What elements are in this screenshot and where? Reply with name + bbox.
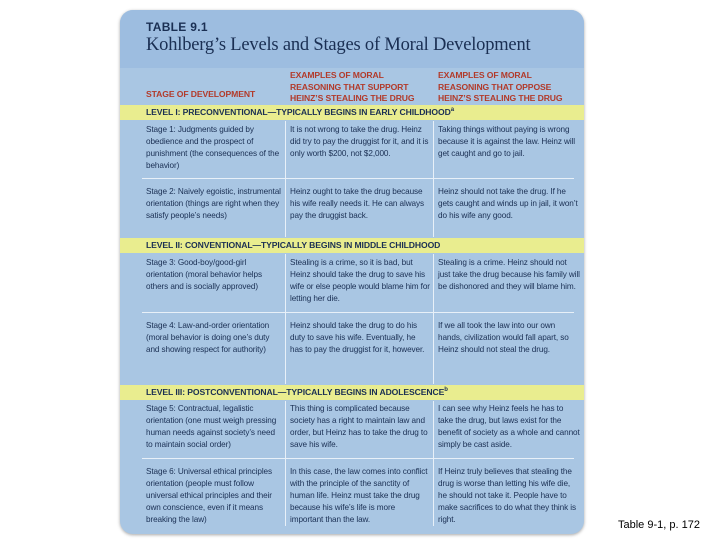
column-divider: [285, 121, 286, 237]
level-band-preconventional: [120, 105, 584, 120]
level-label-text: LEVEL I: PRECONVENTIONAL—TYPICALLY BEGINS IN EARLY CHILDHOOD: [146, 107, 451, 117]
stage-cell: Stage 6: Universal ethical principles orientation (people must follow universal ethical principles and their own conscience, even if it means breaking the law): [146, 467, 273, 524]
footnote-mark: a: [450, 107, 454, 114]
oppose-cell: Taking things without paying is wrong because it is against the law. Heinz will get caught and go to jail.: [438, 125, 575, 158]
row-divider: [142, 178, 574, 179]
table-number: TABLE 9.1: [146, 20, 208, 34]
column-divider: [285, 254, 286, 384]
oppose-cell: If Heinz truly believes that stealing the drug is worse than letting his wife die, he should not take it. People have to make sacrifices to do what they think is right.: [438, 467, 576, 524]
stage-cell: Stage 3: Good-boy/good-girl orientation (moral behavior helps others and is socially approved): [146, 258, 262, 291]
level-label: [146, 387, 448, 397]
column-divider: [433, 254, 434, 384]
oppose-cell: Heinz should not take the drug. If he gets caught and winds up in jail, it won’t do his wife any good.: [438, 187, 578, 220]
support-cell: Stealing is a crime, so it is bad, but Heinz should take the drug to save his wife or else people would blame him for letting her die.: [290, 258, 430, 303]
support-cell: Heinz ought to take the drug because his wife really needs it. He can always pay the druggist back.: [290, 187, 424, 220]
level-label-text: LEVEL III: POSTCONVENTIONAL—TYPICALLY BEGINS IN ADOLESCENCE: [146, 387, 445, 397]
stage-cell: Stage 4: Law-and-order orientation (moral behavior is doing one’s duty and showing respect for authority): [146, 321, 270, 354]
column-divider: [285, 401, 286, 526]
oppose-cell: Stealing is a crime. Heinz should not just take the drug because his family will be dishonored and they will blame him.: [438, 258, 580, 291]
table-title: Kohlberg’s Levels and Stages of Moral Development: [146, 35, 531, 55]
stage-cell: Stage 5: Contractual, legalistic orientation (one must weigh pressing human needs against society’s need to maintain social order): [146, 404, 277, 449]
oppose-cell: If we all took the law into our own hands, civilization would fall apart, so Heinz should not steal the drug.: [438, 321, 569, 354]
slide-caption: Table 9-1, p. 172: [618, 519, 700, 531]
column-divider: [433, 401, 434, 526]
column-header-stage: STAGE OF DEVELOPMENT: [146, 89, 256, 99]
support-cell: This thing is complicated because society has a right to maintain law and order, but Heinz has to take the drug to save his wife.: [290, 404, 428, 449]
table-card: [120, 10, 584, 534]
column-header-support: EXAMPLES OF MORAL REASONING THAT SUPPORT HEINZ’S STEALING THE DRUG: [290, 70, 415, 103]
stage-cell: Stage 2: Naively egoistic, instrumental orientation (things are right when they satisfy people’s needs): [146, 187, 281, 220]
level-band-conventional: [120, 238, 584, 253]
support-cell: In this case, the law comes into conflict with the principle of the sanctity of human life. Heinz must take the drug because his wife’s life is more important than the law.: [290, 467, 428, 524]
column-divider: [433, 121, 434, 237]
row-divider: [142, 458, 574, 459]
level-band-postconventional: [120, 385, 584, 400]
stage-cell: Stage 1: Judgments guided by obedience and the prospect of punishment (the consequences of the behavior): [146, 125, 280, 170]
level-label: LEVEL II: CONVENTIONAL—TYPICALLY BEGINS IN MIDDLE CHILDHOOD: [146, 240, 441, 250]
oppose-cell: I can see why Heinz feels he has to take the drug, but laws exist for the benefit of society as a whole and cannot simply be cast aside.: [438, 404, 580, 449]
support-cell: It is not wrong to take the drug. Heinz did try to pay the druggist for it, and it is only worth $200, not $2,000.: [290, 125, 429, 158]
row-divider: [142, 312, 574, 313]
level-label: [146, 107, 454, 117]
support-cell: Heinz should take the drug to do his duty to save his wife. Eventually, he has to pay the druggist for it, however.: [290, 321, 425, 354]
footnote-mark: b: [444, 387, 448, 394]
column-header-oppose: EXAMPLES OF MORAL REASONING THAT OPPOSE HEINZ’S STEALING THE DRUG: [438, 70, 563, 103]
